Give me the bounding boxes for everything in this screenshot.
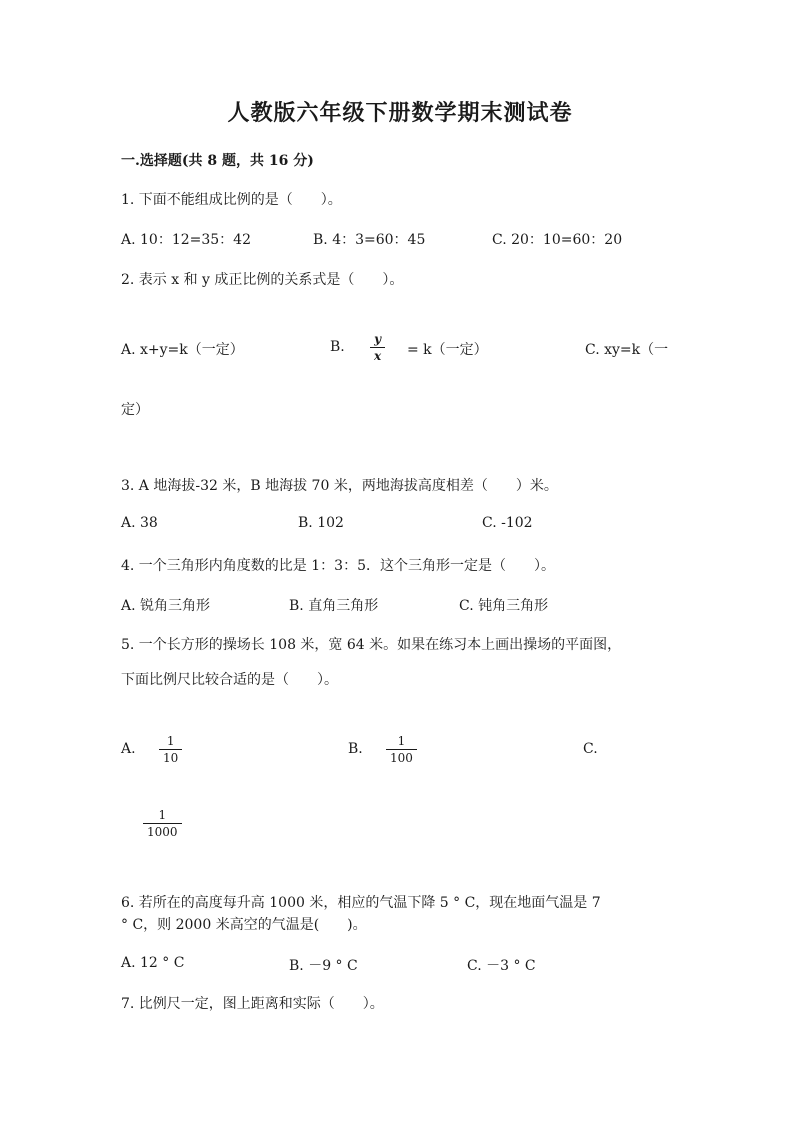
question-7: 7. 比例尺一定，图上距离和实际（ ）。 [121,996,384,1012]
q1-option-c[interactable]: C. 20：10=60：20 [492,232,623,248]
q6-option-c[interactable]: C. －3 ° C [467,958,536,974]
fraction-numerator: 1 [397,734,406,748]
q4-option-b[interactable]: B. 直角三角形 [289,598,379,614]
question-6-line-1: 6. 若所在的高度每升高 1000 米，相应的气温下降 5 ° C，现在地面气温是 7 [121,895,601,911]
fraction-denominator: x [370,347,385,363]
question-6-line-2: ° C，则 2000 米高空的气温是( )。 [121,917,367,933]
q2-option-a[interactable]: A. x+y=k（一定） [121,342,244,358]
q5-option-c-label[interactable]: C. [583,741,598,757]
fraction-denominator: 1000 [143,823,182,839]
fraction-numerator: y [374,332,382,346]
section-heading: 一.选择题(共 8 题，共 16 分) [121,153,314,169]
q1-option-b[interactable]: B. 4：3=60：45 [313,232,426,248]
q3-option-a[interactable]: A. 38 [121,515,158,531]
fraction-denominator: 10 [159,749,182,765]
q5-option-b-fraction [386,734,417,765]
q3-option-c[interactable]: C. -102 [482,515,533,531]
q6-option-a[interactable]: A. 12 ° C [121,955,185,971]
question-4: 4. 一个三角形内角度数的比是 1：3：5．这个三角形一定是（ ）。 [121,558,555,574]
page-title: 人教版六年级下册数学期末测试卷 [227,100,573,126]
q4-option-a[interactable]: A. 锐角三角形 [121,598,211,614]
q5-option-a-fraction [159,734,182,765]
question-5-line-2: 下面比例尺比较合适的是（ ）。 [121,672,338,688]
q1-option-a[interactable]: A. 10：12=35：42 [121,232,251,248]
question-1: 1. 下面不能组成比例的是（ ）。 [121,192,342,208]
q6-option-b[interactable]: B. －9 ° C [289,958,358,974]
fraction-numerator: 1 [166,734,175,748]
q2-option-b-fraction [370,332,385,363]
q5-option-b-label[interactable]: B. [348,741,363,757]
question-3: 3. A 地海拔-32 米，B 地海拔 70 米，两地海拔高度相差（ ）米。 [121,478,558,494]
question-5-line-1: 5. 一个长方形的操场长 108 米，宽 64 米。如果在练习本上画出操场的平面图， [121,637,622,653]
q2-option-b-label[interactable]: B. [330,339,345,355]
fraction-numerator: 1 [158,808,167,822]
q4-option-c[interactable]: C. 钝角三角形 [459,598,549,614]
q3-option-b[interactable]: B. 102 [298,515,344,531]
question-2: 2. 表示 x 和 y 成正比例的关系式是（ ）。 [121,272,404,288]
q2-option-c[interactable]: C. xy=k（一 [585,342,669,358]
q5-option-c-fraction [143,808,182,839]
fraction-denominator: 100 [386,749,417,765]
q2-option-c-wrap: 定） [121,402,149,418]
q2-option-b-text: = k（一定） [407,342,488,358]
q5-option-a-label[interactable]: A. [121,741,136,757]
